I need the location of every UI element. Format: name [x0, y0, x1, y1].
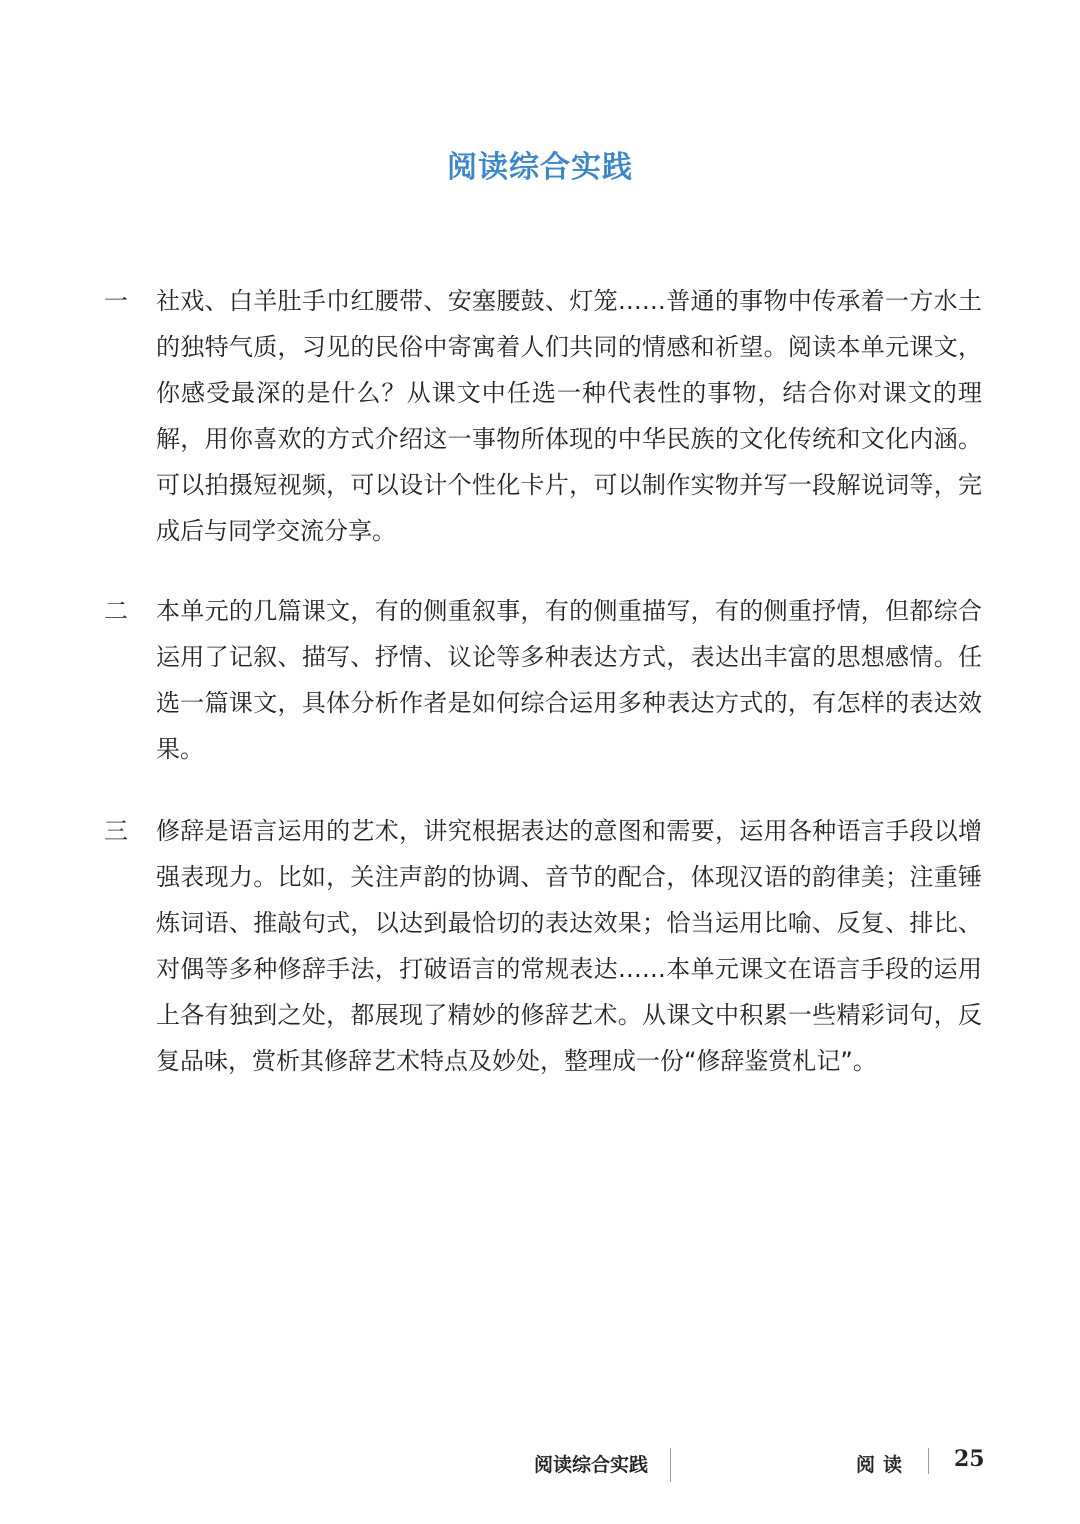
exercise-text: 修辞是语言运用的艺术，讲究根据表达的意图和需要，运用各种语言手段以增强表现力。比如，关注声韵的协调、音节的配合，体现汉语的韵律美；注重锤炼词语、推敲句式，以达到最恰切的表达效果；恰当运用比喻、反复、排比、对偶等多种修辞手法，打破语言的常规表达……本单元课文在语言手段的运用上各有独到之处，都展现了精妙的修辞艺术。从课文中积累一些精彩词句，反复品味，赏析其修辞艺术特点及妙处，整理成一份“修辞鉴赏札记”。 — [156, 817, 982, 1075]
page-title: 阅读综合实践 — [447, 150, 633, 185]
exercise-text: 本单元的几篇课文，有的侧重叙事，有的侧重描写，有的侧重抒情，但都综合运用了记叙、描写、抒情、议论等多种表达方式，表达出丰富的思想感情。任选一篇课文，具体分析作者是如何综合运用多种表达方式的，有怎样的表达效果。 — [156, 597, 982, 763]
footer-section-name: 阅读综合实践 — [534, 1454, 649, 1476]
page-number: 25 — [954, 1446, 985, 1472]
footer-divider — [928, 1448, 929, 1474]
footer-unit-label: 阅读 — [856, 1454, 911, 1476]
exercise-text: 社戏、白羊肚手巾红腰带、安塞腰鼓、灯笼……普通的事物中传承着一方水土的独特气质，习见的民俗中寄寓着人们共同的情感和祈望。阅读本单元课文，你感受最深的是什么？从课文中任选一种代表性的事物，结合你对课文的理解，用你喜欢的方式介绍这一事物所体现的中华民族的文化传统和文化内涵。可以拍摄短视频，可以设计个性化卡片，可以制作实物并写一段解说词等，完成后与同学交流分享。 — [156, 287, 982, 545]
exercise-number: 一 — [104, 287, 128, 315]
page-footer — [0, 1448, 1080, 1484]
exercise-number: 二 — [104, 597, 128, 625]
footer-divider — [670, 1448, 671, 1482]
exercise-number: 三 — [104, 817, 128, 845]
